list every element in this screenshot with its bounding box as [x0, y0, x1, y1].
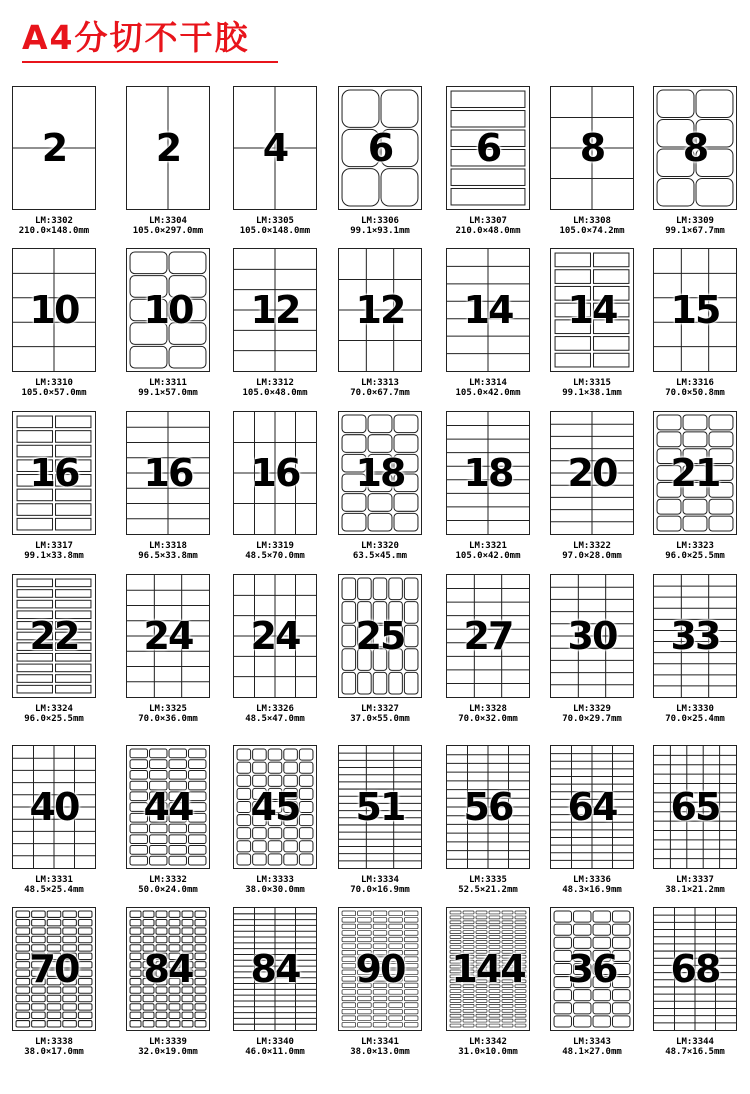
sheet-caption [434, 541, 542, 561]
label-count: 44 [143, 785, 193, 829]
product-code: LM:3317 [35, 541, 73, 551]
label-sheet-lm-3319 [233, 411, 317, 535]
label-size: 70.0×29.7mm [562, 714, 622, 724]
label-size: 96.5×33.8mm [138, 551, 198, 561]
sheet-caption [221, 216, 329, 236]
sheet-caption [221, 541, 329, 561]
label-size: 99.1×38.1mm [562, 388, 622, 398]
label-count: 10 [143, 288, 193, 332]
label-size: 38.0×30.0mm [245, 885, 305, 895]
product-code: LM:3340 [256, 1037, 294, 1047]
sheet-caption [114, 1037, 222, 1057]
label-size: 31.0×10.0mm [458, 1047, 518, 1057]
label-size: 97.0×28.0mm [562, 551, 622, 561]
label-size: 50.0×24.0mm [138, 885, 198, 895]
label-sheet-lm-3302 [12, 86, 96, 210]
label-count: 51 [355, 785, 405, 829]
label-count: 8 [579, 126, 605, 170]
label-sheet-lm-3335 [446, 745, 530, 869]
sheet-caption [538, 378, 646, 398]
label-sheet-lm-3328 [446, 574, 530, 698]
sheet-caption [538, 216, 646, 236]
product-code: LM:3337 [676, 875, 714, 885]
label-count: 6 [367, 126, 393, 170]
label-sheet-lm-3322 [550, 411, 634, 535]
label-sheet-lm-3321 [446, 411, 530, 535]
label-size: 99.1×67.7mm [665, 226, 725, 236]
label-count: 12 [355, 288, 405, 332]
label-count: 24 [143, 614, 193, 658]
product-code: LM:3329 [573, 704, 611, 714]
label-count: 27 [463, 614, 513, 658]
label-count: 6 [475, 126, 501, 170]
label-sheet-lm-3305 [233, 86, 317, 210]
label-sheet-lm-3310 [12, 248, 96, 372]
label-size: 38.0×17.0mm [24, 1047, 84, 1057]
label-size: 38.0×13.0mm [350, 1047, 410, 1057]
sheet-caption [641, 378, 749, 398]
label-sheet-lm-3308 [550, 86, 634, 210]
sheet-caption [114, 541, 222, 561]
label-count: 144 [451, 947, 525, 991]
label-count: 56 [463, 785, 513, 829]
label-sheet-lm-3327 [338, 574, 422, 698]
label-size: 105.0×57.0mm [21, 388, 87, 398]
label-sheet-lm-3312 [233, 248, 317, 372]
label-size: 37.0×55.0mm [350, 714, 410, 724]
label-count: 84 [143, 947, 193, 991]
sheet-caption [326, 378, 434, 398]
label-sheet-lm-3330 [653, 574, 737, 698]
label-count: 70 [29, 947, 79, 991]
label-size: 38.1×21.2mm [665, 885, 725, 895]
product-code: LM:3331 [35, 875, 73, 885]
label-sheet-lm-3304 [126, 86, 210, 210]
label-size: 70.0×67.7mm [350, 388, 410, 398]
sheet-caption [221, 704, 329, 724]
sheet-caption [538, 875, 646, 895]
label-size: 105.0×48.0mm [242, 388, 308, 398]
label-sheet-lm-3333 [233, 745, 317, 869]
label-size: 48.5×25.4mm [24, 885, 84, 895]
product-code: LM:3328 [469, 704, 507, 714]
product-code: LM:3342 [469, 1037, 507, 1047]
sheet-caption [538, 704, 646, 724]
label-count: 10 [29, 288, 79, 332]
page-title: A4分切不干胶 [22, 18, 250, 57]
label-count: 65 [670, 785, 720, 829]
label-size: 70.0×32.0mm [458, 714, 518, 724]
label-size: 105.0×297.0mm [132, 226, 204, 236]
label-count: 25 [355, 614, 405, 658]
label-size: 48.3×16.9mm [562, 885, 622, 895]
product-code: LM:3344 [676, 1037, 714, 1047]
label-size: 48.5×47.0mm [245, 714, 305, 724]
sheet-caption [326, 541, 434, 561]
label-size: 105.0×42.0mm [455, 388, 521, 398]
label-sheet-lm-3311 [126, 248, 210, 372]
product-code: LM:3305 [256, 216, 294, 226]
sheet-caption [641, 216, 749, 236]
product-code: LM:3335 [469, 875, 507, 885]
label-size: 99.1×93.1mm [350, 226, 410, 236]
label-sheet-lm-3336 [550, 745, 634, 869]
sheet-caption [0, 1037, 108, 1057]
sheet-caption [221, 1037, 329, 1057]
label-size: 105.0×42.0mm [455, 551, 521, 561]
label-count: 64 [567, 785, 617, 829]
product-code: LM:3333 [256, 875, 294, 885]
product-code: LM:3325 [149, 704, 187, 714]
label-count: 40 [29, 785, 79, 829]
product-code: LM:3320 [361, 541, 399, 551]
label-count: 12 [250, 288, 300, 332]
product-code: LM:3322 [573, 541, 611, 551]
label-size: 99.1×33.8mm [24, 551, 84, 561]
label-count: 8 [682, 126, 708, 170]
sheet-caption [641, 1037, 749, 1057]
sheet-caption [0, 875, 108, 895]
label-count: 4 [262, 126, 288, 170]
label-sheet-lm-3337 [653, 745, 737, 869]
product-code: LM:3323 [676, 541, 714, 551]
label-sheet-lm-3344 [653, 907, 737, 1031]
label-count: 68 [670, 947, 720, 991]
label-size: 70.0×16.9mm [350, 885, 410, 895]
label-size: 210.0×148.0mm [18, 226, 90, 236]
label-size: 99.1×57.0mm [138, 388, 198, 398]
sheet-caption [434, 704, 542, 724]
label-count: 30 [567, 614, 617, 658]
product-code: LM:3314 [469, 378, 507, 388]
product-code: LM:3307 [469, 216, 507, 226]
label-size: 63.5×45.mm [352, 551, 408, 561]
sheet-caption [434, 216, 542, 236]
sheet-caption [114, 875, 222, 895]
product-code: LM:3341 [361, 1037, 399, 1047]
label-count: 36 [567, 947, 617, 991]
label-sheet-lm-3313 [338, 248, 422, 372]
label-size: 48.1×27.0mm [562, 1047, 622, 1057]
label-sheet-lm-3323 [653, 411, 737, 535]
label-sheet-lm-3332 [126, 745, 210, 869]
label-sheet-lm-3338 [12, 907, 96, 1031]
sheet-caption [326, 1037, 434, 1057]
label-sheet-lm-3314 [446, 248, 530, 372]
product-code: LM:3308 [573, 216, 611, 226]
label-count: 2 [155, 126, 181, 170]
label-size: 46.0×11.0mm [245, 1047, 305, 1057]
sheet-caption [641, 541, 749, 561]
label-size: 70.0×25.4mm [665, 714, 725, 724]
sheet-caption [114, 378, 222, 398]
label-sheet-lm-3342 [446, 907, 530, 1031]
label-size: 105.0×74.2mm [559, 226, 625, 236]
label-sheet-lm-3329 [550, 574, 634, 698]
label-sheet-lm-3326 [233, 574, 317, 698]
label-count: 20 [567, 451, 617, 495]
sheet-caption [221, 875, 329, 895]
sheet-caption [434, 875, 542, 895]
label-sheet-lm-3331 [12, 745, 96, 869]
label-sheet-lm-3320 [338, 411, 422, 535]
label-sheet-lm-3318 [126, 411, 210, 535]
label-sheet-lm-3334 [338, 745, 422, 869]
label-count: 21 [670, 451, 720, 495]
label-count: 16 [250, 451, 300, 495]
sheet-caption [114, 216, 222, 236]
sheet-caption [0, 378, 108, 398]
product-code: LM:3319 [256, 541, 294, 551]
label-sheet-lm-3325 [126, 574, 210, 698]
label-sheet-lm-3340 [233, 907, 317, 1031]
sheet-caption [326, 216, 434, 236]
product-code: LM:3315 [573, 378, 611, 388]
label-count: 15 [670, 288, 720, 332]
label-size: 48.7×16.5mm [665, 1047, 725, 1057]
product-code: LM:3321 [469, 541, 507, 551]
sheet-caption [326, 875, 434, 895]
product-code: LM:3327 [361, 704, 399, 714]
sheet-caption [641, 704, 749, 724]
label-size: 70.0×50.8mm [665, 388, 725, 398]
product-code: LM:3339 [149, 1037, 187, 1047]
label-sheet-lm-3324 [12, 574, 96, 698]
product-code: LM:3309 [676, 216, 714, 226]
sheet-caption [326, 704, 434, 724]
product-code: LM:3302 [35, 216, 73, 226]
label-count: 22 [29, 614, 79, 658]
label-size: 210.0×48.0mm [455, 226, 521, 236]
sheet-caption [434, 378, 542, 398]
label-sheet-lm-3307 [446, 86, 530, 210]
label-sheet-lm-3343 [550, 907, 634, 1031]
sheet-caption [0, 216, 108, 236]
sheet-caption [114, 704, 222, 724]
label-size: 105.0×148.0mm [239, 226, 311, 236]
sheet-caption [0, 704, 108, 724]
product-code: LM:3334 [361, 875, 399, 885]
label-count: 14 [463, 288, 513, 332]
label-count: 18 [355, 451, 405, 495]
label-size: 48.5×70.0mm [245, 551, 305, 561]
sheet-caption [641, 875, 749, 895]
sheet-caption [434, 1037, 542, 1057]
label-sheet-lm-3317 [12, 411, 96, 535]
label-size: 96.0×25.5mm [24, 714, 84, 724]
label-count: 14 [567, 288, 617, 332]
label-count: 2 [41, 126, 67, 170]
product-code: LM:3316 [676, 378, 714, 388]
label-count: 84 [250, 947, 300, 991]
product-code: LM:3332 [149, 875, 187, 885]
label-count: 45 [250, 785, 300, 829]
label-size: 96.0×25.5mm [665, 551, 725, 561]
label-sheet-lm-3341 [338, 907, 422, 1031]
product-code: LM:3330 [676, 704, 714, 714]
product-code: LM:3304 [149, 216, 187, 226]
product-code: LM:3318 [149, 541, 187, 551]
product-code: LM:3324 [35, 704, 73, 714]
product-code: LM:3306 [361, 216, 399, 226]
product-code: LM:3312 [256, 378, 294, 388]
sheet-caption [0, 541, 108, 561]
product-code: LM:3313 [361, 378, 399, 388]
sheet-caption [538, 541, 646, 561]
label-count: 18 [463, 451, 513, 495]
label-count: 16 [143, 451, 193, 495]
label-sheet-lm-3309 [653, 86, 737, 210]
label-sheet-lm-3306 [338, 86, 422, 210]
product-code: LM:3343 [573, 1037, 611, 1047]
product-code: LM:3338 [35, 1037, 73, 1047]
label-size: 32.0×19.0mm [138, 1047, 198, 1057]
label-sheet-lm-3339 [126, 907, 210, 1031]
label-sheet-lm-3316 [653, 248, 737, 372]
label-count: 33 [670, 614, 720, 658]
label-size: 52.5×21.2mm [458, 885, 518, 895]
sheet-caption [221, 378, 329, 398]
label-sheet-lm-3315 [550, 248, 634, 372]
label-count: 24 [250, 614, 300, 658]
label-size: 70.0×36.0mm [138, 714, 198, 724]
product-code: LM:3336 [573, 875, 611, 885]
label-count: 90 [355, 947, 405, 991]
product-code: LM:3311 [149, 378, 187, 388]
product-code: LM:3310 [35, 378, 73, 388]
sheet-caption [538, 1037, 646, 1057]
product-code: LM:3326 [256, 704, 294, 714]
label-count: 16 [29, 451, 79, 495]
